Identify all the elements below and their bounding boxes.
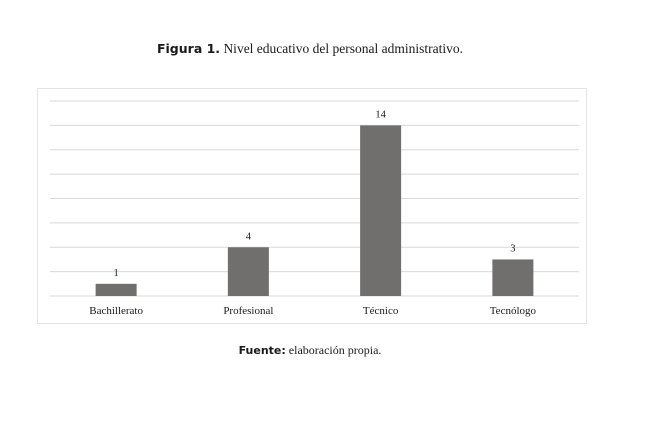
bar-3 <box>492 259 533 296</box>
tick-label-0: Bachillerato <box>89 305 144 317</box>
x-axis-tick-labels <box>89 305 536 317</box>
data-label-0: 1 <box>113 267 119 279</box>
bar-chart <box>38 89 588 325</box>
tick-label-1: Profesional <box>223 305 274 317</box>
data-label-1: 4 <box>245 231 251 243</box>
data-label-3: 3 <box>510 243 516 255</box>
figure-label: Figura 1. <box>156 41 221 56</box>
chart-frame <box>37 88 587 324</box>
bar-0 <box>96 284 137 296</box>
source-label: Fuente: <box>238 344 286 357</box>
bar-2 <box>360 125 401 296</box>
figure-caption <box>0 41 620 57</box>
source-caption <box>0 343 620 358</box>
figure-title: Nivel educativo del personal administrativo. <box>223 41 463 56</box>
tick-label-3: Tecnólogo <box>489 305 537 317</box>
data-label-2: 14 <box>375 109 386 121</box>
bars <box>96 125 534 296</box>
source-text: elaboración propia. <box>288 343 382 357</box>
tick-label-2: Técnico <box>362 305 399 317</box>
data-labels <box>114 109 516 278</box>
bar-1 <box>228 247 269 296</box>
